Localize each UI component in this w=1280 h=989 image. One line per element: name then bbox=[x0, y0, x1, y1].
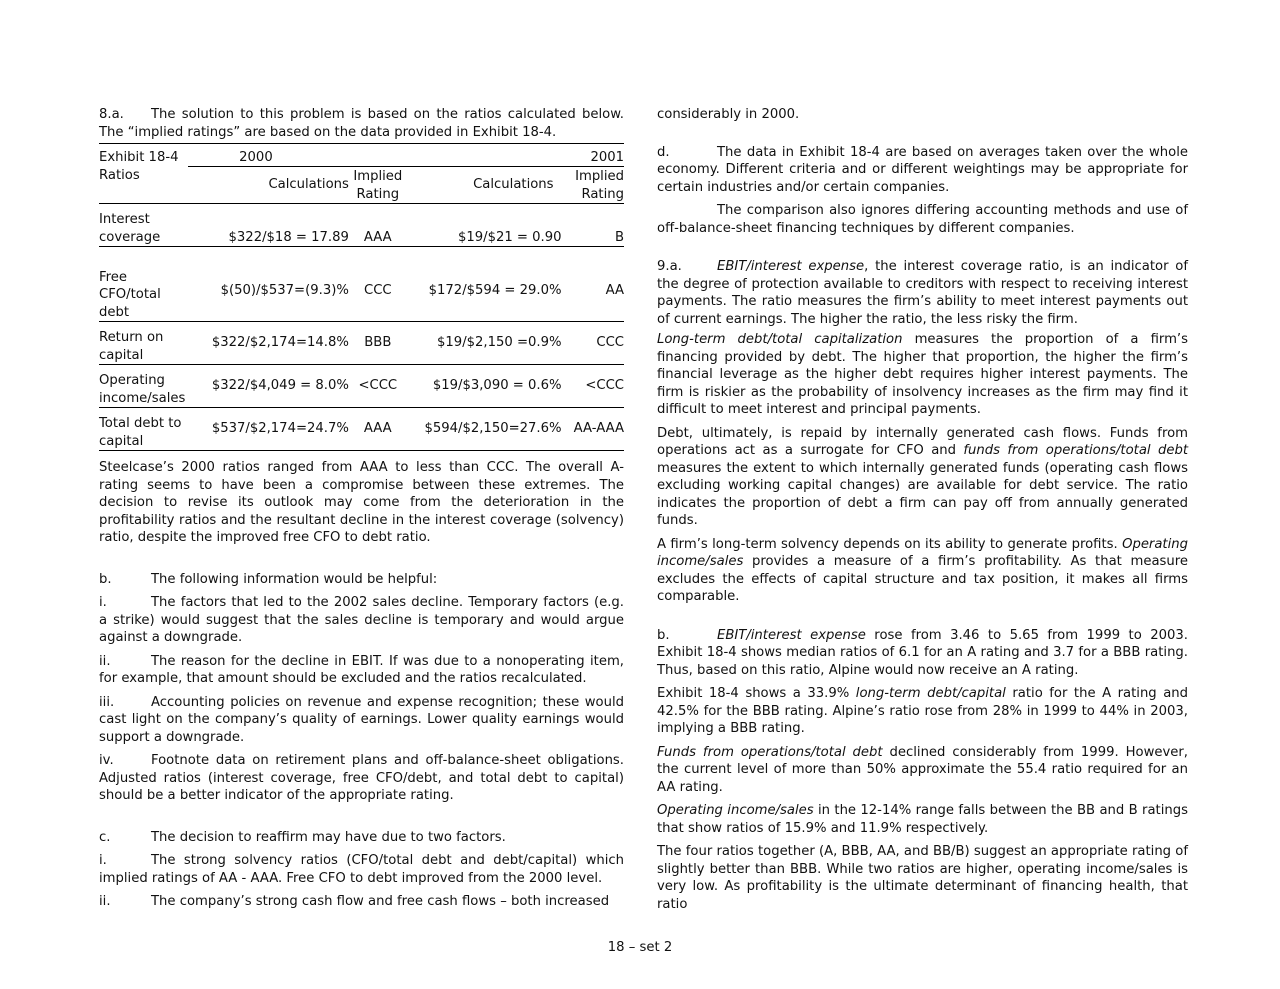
q9b-text: rose from 3.46 to 5.65 from 1999 to 2003. Exhibit 18-4 shows median ratios of 6.1 for an A rating and 3.7 for a BBB rating. Thus, based on this ratio, Alpine would now receive an A rating. bbox=[657, 627, 1189, 678]
item-number: ii. bbox=[99, 894, 111, 909]
funds-text: Debt, ultimately, is repaid by internally generated cash flows. Funds from operations act as a surrogate for CFO and bbox=[657, 425, 1188, 458]
table-row bbox=[99, 322, 624, 365]
rating-2001: AA-AAA bbox=[562, 408, 624, 451]
calc-2001: $594/$2,150=27.6% bbox=[403, 408, 562, 451]
table-row bbox=[99, 204, 624, 247]
rating-2000: CCC bbox=[353, 247, 403, 322]
funds-term: funds from operations/total debt bbox=[963, 443, 1188, 458]
q8d-number: d. bbox=[657, 144, 670, 160]
q8b-paragraph bbox=[99, 571, 624, 589]
year-2000: 2000 bbox=[188, 148, 402, 167]
calc-2001: $19/$2,150 =0.9% bbox=[403, 322, 562, 365]
calc-2000: $322/$4,049 = 8.0% bbox=[188, 365, 353, 408]
funds-text-2: measures the extent to which internally generated funds (operating cash flows excluding working capital changes) are available for debt service. The ratio indicates the proportion of debt a firm can pay off from annually generated funds. bbox=[657, 460, 1188, 528]
q8d-text: The data in Exhibit 18-4 are based on averages taken over the whole economy. Different criteria and or different weightings may be appropriate for certain industries and/or certain companies. bbox=[657, 144, 1188, 195]
q9b2-term: long-term debt/capital bbox=[855, 686, 1006, 701]
calc-header-2000: Calculations bbox=[268, 177, 349, 193]
table-row bbox=[99, 247, 624, 322]
table-row bbox=[99, 365, 624, 408]
year-2001: 2001 bbox=[403, 148, 624, 167]
q9b-paragraph-4 bbox=[657, 802, 1188, 837]
q9-leverage-paragraph bbox=[657, 331, 1188, 419]
list-item bbox=[99, 752, 624, 805]
calc-2001: $19/$3,090 = 0.6% bbox=[403, 365, 562, 408]
row-label: Total debt to capital bbox=[99, 408, 188, 451]
item-number: i. bbox=[99, 595, 107, 610]
item-number: iv. bbox=[99, 753, 114, 768]
row-label: Free CFO/total debt bbox=[99, 247, 188, 322]
q8d-paragraph-2 bbox=[657, 202, 1188, 237]
calc-2000: $322/$18 = 17.89 bbox=[188, 204, 353, 247]
q9b-paragraph-3 bbox=[657, 744, 1188, 797]
list-item bbox=[99, 694, 624, 747]
profit-text: A firm’s long-term solvency depends on its ability to generate profits. bbox=[657, 536, 1123, 552]
item-text: Footnote data on retirement plans and off-balance-sheet obligations. Adjusted ratios (interest coverage, free CFO/debt, and total debt to capital) should be a better indicator of the appropriate rating. bbox=[99, 753, 624, 803]
calc-2001: $172/$594 = 29.0% bbox=[403, 247, 562, 322]
q8c-paragraph bbox=[99, 829, 624, 847]
q8c-continuation: considerably in 2000. bbox=[657, 107, 800, 122]
calc-2001: $19/$21 = 0.90 bbox=[403, 204, 562, 247]
page-footer: 18 – set 2 bbox=[607, 940, 673, 955]
q8d-text-2: The comparison also ignores differing accounting methods and use of off-balance-sheet financing techniques by different companies. bbox=[657, 203, 1188, 236]
profit-text-2: provides a measure of a firm’s profitability. As that measure excludes the effects of capital structure and tax position, it makes all firms comparable. bbox=[657, 554, 1188, 604]
q9b-term: EBIT/interest expense bbox=[717, 627, 866, 643]
q9b-paragraph bbox=[657, 627, 1188, 680]
table-row bbox=[99, 408, 624, 451]
q9b3-text: declined considerably from 1999. However, the current level of more than 50% approximate the 55.4 ratio required for an AA rating. bbox=[657, 744, 1189, 795]
rating-2001: B bbox=[562, 204, 624, 247]
calc-2000: $537/$2,174=24.7% bbox=[188, 408, 353, 451]
q9b4-text: in the 12-14% range falls between the BB and B ratings that show ratios of 15.9% and 11.9% respectively. bbox=[657, 803, 1188, 836]
list-item bbox=[99, 653, 624, 688]
profit-term: Operating income/sales bbox=[657, 536, 1188, 569]
q9b3-term: Funds from operations/total debt bbox=[657, 744, 883, 760]
q9b2-text-2: ratio for the A rating and 42.5% for the BBB rating. Alpine’s ratio rose from 28% in 1999 to 44% in 2003, implying a BBB rating. bbox=[657, 686, 1189, 736]
steelcase-paragraph: Steelcase’s 2000 ratios ranged from AAA to less than CCC. The overall A- rating seems to have been a compromise between these extremes. The decision to revise its outlook may come from the deterioration in the profitability ratios and the resultant decline in the interest coverage (solvency) ratio, despite the improved free CFO to debt ratio. bbox=[99, 460, 624, 545]
q8b-text: The following information would be helpful: bbox=[151, 571, 438, 587]
q9-funds-paragraph bbox=[657, 425, 1188, 530]
q8c-text: The decision to reaffirm may have due to two factors. bbox=[151, 829, 506, 845]
q8a-number: 8.a. bbox=[99, 107, 124, 122]
q8d-paragraph bbox=[657, 144, 1188, 197]
calc-2000: $(50)/$537=(9.3)% bbox=[188, 247, 353, 322]
q9b-paragraph-2 bbox=[657, 685, 1188, 738]
rating-2000: AAA bbox=[353, 408, 403, 451]
rating-2000: BBB bbox=[353, 322, 403, 365]
rating-2000: <CCC bbox=[353, 365, 403, 408]
q9b-paragraph-5: The four ratios together (A, BBB, AA, and BB/B) suggest an appropriate rating of slightly better than BBB. While two ratios are higher, operating income/sales is very low. As profitability is the ultimate determinant of financing health, that ratio bbox=[657, 844, 1188, 912]
exhibit-label: Exhibit 18-4 bbox=[99, 150, 179, 165]
q9a-paragraph bbox=[657, 258, 1188, 328]
item-number: iii. bbox=[99, 694, 115, 710]
list-item bbox=[99, 893, 624, 911]
item-number: ii. bbox=[99, 653, 111, 669]
q9-profit-paragraph bbox=[657, 536, 1188, 606]
right-column bbox=[657, 106, 1188, 913]
implied-header-2000: Implied Rating bbox=[353, 169, 403, 202]
calc-2000: $322/$2,174=14.8% bbox=[188, 322, 353, 365]
q9b4-term: Operating income/sales bbox=[657, 803, 814, 818]
q9b-number: b. bbox=[657, 627, 670, 643]
q8c-number: c. bbox=[99, 829, 111, 845]
q9a-number: 9.a. bbox=[657, 259, 682, 274]
rating-2001: <CCC bbox=[562, 365, 624, 408]
rating-2000: AAA bbox=[353, 204, 403, 247]
item-text: The factors that led to the 2002 sales decline. Temporary factors (e.g. a strike) would suggest that the sales decline is temporary and would argue against a downgrade. bbox=[99, 595, 624, 645]
item-text: The company’s strong cash flow and free cash flows – both increased bbox=[151, 894, 610, 909]
list-item bbox=[99, 594, 624, 647]
item-text: The strong solvency ratios (CFO/total debt and debt/capital) which implied ratings of AA - AAA. Free CFO to debt improved from the 2000 level. bbox=[99, 853, 624, 886]
q9a-term: EBIT/interest expense bbox=[717, 259, 865, 274]
row-label: Interest coverage bbox=[99, 204, 188, 247]
item-text: The reason for the decline in EBIT. If was due to a nonoperating item, for example, that amount should be excluded and the ratios recalculated. bbox=[99, 653, 624, 686]
rating-2001: AA bbox=[562, 247, 624, 322]
rating-2001: CCC bbox=[562, 322, 624, 365]
q8a-text: The solution to this problem is based on the ratios calculated below. The “implied ratings” are based on the data provided in Exhibit 18-4. bbox=[99, 107, 624, 140]
q8b-number: b. bbox=[99, 571, 112, 587]
left-column bbox=[99, 106, 624, 911]
calc-header-2001: Calculations bbox=[473, 177, 554, 193]
implied-header-2001: Implied Rating bbox=[575, 169, 624, 202]
q8a-paragraph bbox=[99, 106, 624, 141]
item-number: i. bbox=[99, 853, 107, 868]
item-text: Accounting policies on revenue and expense recognition; these would cast light on the company’s quality of earnings. Lower quality earnings would support a downgrade. bbox=[99, 694, 624, 745]
row-label: Return on capital bbox=[99, 322, 188, 365]
list-item bbox=[99, 852, 624, 887]
q9b2-text: Exhibit 18-4 shows a 33.9% bbox=[657, 686, 856, 701]
exhibit-table bbox=[99, 148, 624, 451]
leverage-text: measures the proportion of a firm’s financing provided by debt. The higher that proportion, the higher the firm’s financial leverage as the higher debt requires higher interest payments. The firm is riskier as the probability of insolvency increases as the firm may find it difficult to meet interest and principal payments. bbox=[657, 332, 1188, 417]
q9a-text: , the interest coverage ratio, is an indicator of the degree of protection available to creditors with respect to receiving interest payments. The ratio measures the firm’s ability to meet interest payments out of current earnings. The higher the ratio, the less risky the firm. bbox=[657, 259, 1188, 327]
ratios-label: Ratios bbox=[99, 167, 140, 183]
row-label: Operating income/sales bbox=[99, 365, 188, 408]
leverage-term: Long-term debt/total capitalization bbox=[657, 332, 903, 347]
